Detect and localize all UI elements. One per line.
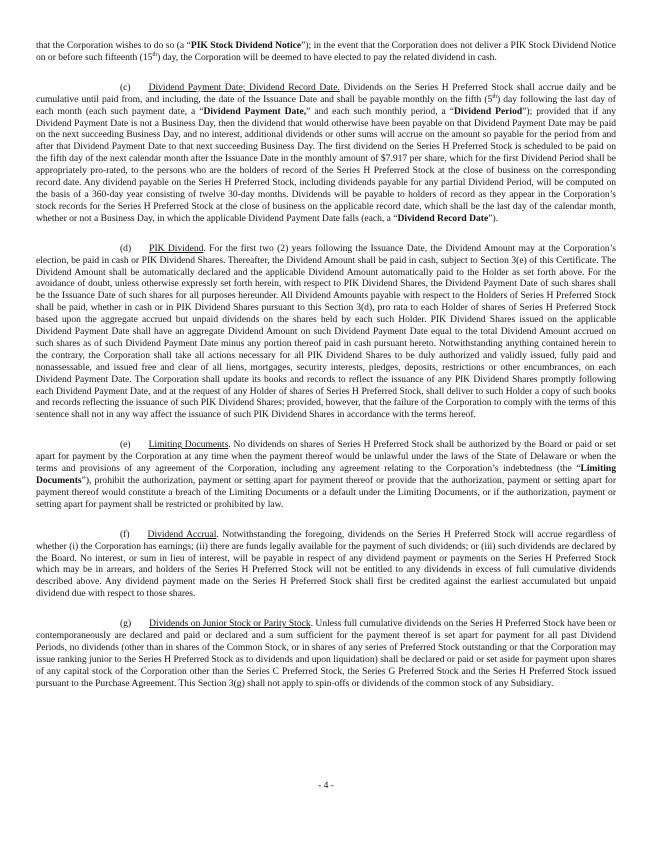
paragraph-f-dividend-accrual: (f) Dividend Accrual. Notwithstanding the foregoing, dividends on the Series H Preferred Stock will accrue regardless of whether (i) the Corporation has earnings; (ii) there are funds legally available for the payment of such dividends; or (iii) such dividends are declared by the Board. No interest, or sum in lieu of interest, will be payable in respect of any dividend payment or payments on the Series H Preferred Stock which may be in arrears, and holders of the Series H Preferred Stock will not be entitled to any dividends in excess of full cumulative dividends described above. Any dividend payment made on the Series H Preferred Stock shall first be credited against the earliest accumulated but unpaid dividend due with respect to those shares. — [36, 528, 616, 600]
paragraph-g-junior-stock: (g) Dividends on Junior Stock or Parity Stock. Unless full cumulative dividends on the Series H Preferred Stock have been or contemporaneously are declared and paid or declared and a sum sufficient for the payment thereof is set apart for payment for all past Dividend Periods, no dividends (other than in shares of the Common Stock, or in shares of any series of Preferred Stock outstanding or that the Corporation may issue ranking junior to the Series H Preferred Stock as to dividends and upon liquidation) shall be declared or paid or set aside for payment upon shares of any capital stock of the Corporation other than the Series C Preferred Stock, the Series G Preferred Stock and the Series H Preferred Stock issued pursuant to the Purchase Agreement. This Section 3(g) shall not apply to spin-offs or dividends of the common stock of any Subsidiary. — [36, 618, 617, 689]
section-heading: Dividends on Junior Stock or Parity Stock — [149, 618, 311, 630]
paragraph-d-pik-dividend: (d) PIK Dividend. For the first two (2) years following the Issuance Date, the Dividend Amount may at the Corporation’s election, be paid in cash or PIK Dividend Shares. Thereafter, the Dividend Amount shall be paid in cash, subject to Section 3(e) of this Certificate. The Dividend Amount shall be automatically declared and the applicable Dividend Amount automatically paid to the Holder as set forth above. For the avoidance of doubt, unless otherwise expressly set forth herein, with respect to PIK Dividend Shares, the Dividend Payment Date of such shares shall be the Issuance Date of such shares for all purposes hereunder. All Dividend Amounts payable with respect to the Holders of Series H Preferred Stock shall be paid, whether in cash or in PIK Dividend Shares pursuant to this Section 3(d), pro rata to each Holder of shares of Series H Preferred Stock based upon the aggregate accrued but unpaid dividends on the shares held by each such Holder. PIK Dividend Shares issued on the applicable Dividend Payment Date shall have an aggregate Dividend Amount on such Dividend Payment Date equal to the total Dividend Amount accrued on such shares as of such Dividend Payment Date minus any portion thereof paid in cash pursuant hereto. Notwithstanding anything contained herein to the contrary, the Corporation shall take all actions necessary for all PIK Dividend Shares to be duly authorized and validly issued, fully paid and nonassessable, and issued free and clear of all liens, mortgages, security interests, pledges, deposits, restrictions or other encumbrances, on each Dividend Payment Date. The Corporation shall update its books and records to reflect the issuance of any PIK Dividend Shares promptly following each Dividend Payment Date, and at the request of any Holder of shares of Series H Preferred Stock, shall deliver to such Holder a copy of such books and records reflecting the issuance of such PIK Dividend Shares; provided, however, that the failure of the Corporation to comply with the terms of this sentence shall not in any way affect the issuance of such PIK Dividend Shares in accordance with the terms hereof. — [36, 242, 616, 421]
section-heading: Dividend Accrual — [147, 528, 217, 540]
section-heading: Limiting Documents — [148, 439, 229, 451]
section-label: (g) — [120, 618, 132, 630]
paragraph-e-limiting-documents: (e) Limiting Documents. No dividends on shares of Series H Preferred Stock shall be authorized by the Board or paid or set apart for payment by the Corporation at any time when the payment thereof would be unlawful under the laws of the State of Delaware or when the terms and provisions of any agreement of the Corporation, including any agreement relating to the Corporation’s indebtedness (the “Limiting Documents”), prohibit the authorization, payment or setting apart for payment thereof or provide that the authorization, payment or setting apart for payment thereof would constitute a breach of the Limiting Documents or a default under the Limiting Documents, or if the authorization, payment or setting apart for payment shall be restricted or prohibited by law. — [36, 439, 616, 510]
section-label: (f) — [120, 528, 130, 540]
document-page — [36, 40, 616, 690]
section-heading: PIK Dividend — [149, 242, 204, 254]
section-heading: Dividend Payment Date; Dividend Record Date. — [148, 81, 340, 93]
paragraph-intro: that the Corporation wishes to do so (a “PIK Stock Dividend Notice”); in the event that the Corporation does not deliver a PIK Stock Dividend Notice on or before such fifteenth (15th) day, the Corporation will be deemed to have elected to pay the related dividend in cash. — [36, 40, 616, 63]
section-label: (c) — [120, 81, 131, 93]
section-label: (e) — [120, 439, 131, 451]
paragraph-c-dividend-payment-date: (c) Dividend Payment Date; Dividend Record Date. Dividends on the Series H Preferred Stock shall accrue daily and be cumulative until paid from, and including, the date of the Issuance Date and shall be payable monthly on the fifth (5th) day following the last day of each month (each such payment date, a “Dividend Payment Date,” and each such monthly period, a “Dividend Period”); provided that if any Dividend Payment Date is not a Business Day, then the dividend that would otherwise have been payable on that Dividend Payment Date may be paid on the next succeeding Business Day, and no interest, additional dividends or other sums will accrue on the amount so payable for the period from and after that Dividend Payment Date to that next succeeding Business Day. The first dividend on the Series H Preferred Stock is scheduled to be paid on the fifth day of the next calendar month after the Issuance Date in the monthly amount of $7.917 per share, which for the first Dividend Period shall be appropriately pro-rated, to the persons who are the holders of record of the Series H Preferred Stock at the close of business on the corresponding record date. Any dividend payable on the Series H Preferred Stock, including dividends payable for any partial Dividend Period, will be computed on the basis of a 360-day year consisting of twelve 30-day months. Dividends will be payable to holders of record as they appear in the Corporation’s stock records for the Series H Preferred Stock at the close of business on the applicable record date, which shall be the last day of the calendar month, whether or not a Business Day, in which the applicable Dividend Payment Date falls (each, a “Dividend Record Date”). — [36, 81, 616, 224]
page-number: - 4 - — [318, 780, 334, 791]
section-label: (d) — [120, 242, 132, 254]
